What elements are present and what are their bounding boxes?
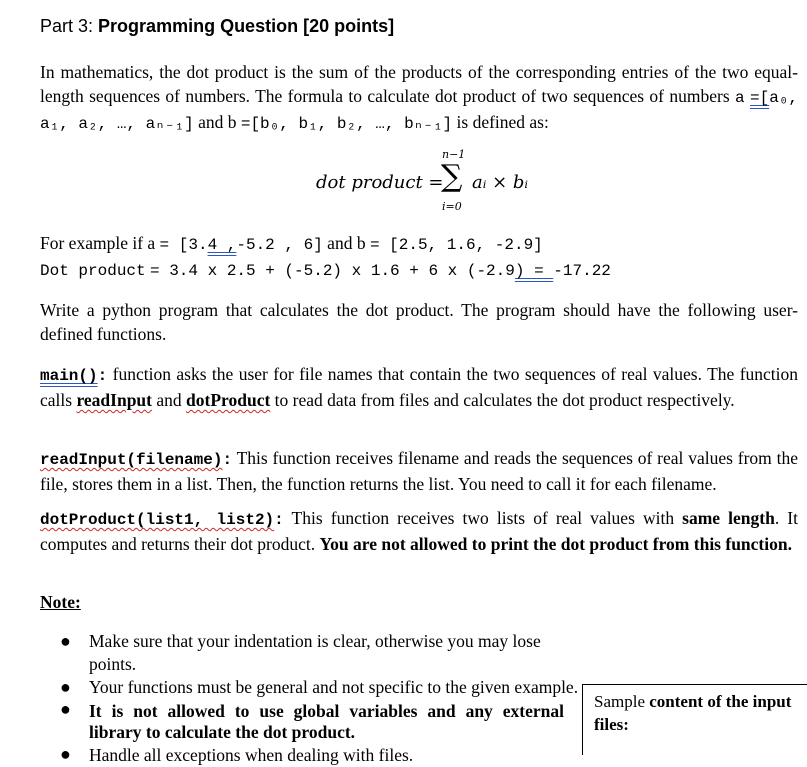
intro-paragraph: [40, 60, 798, 136]
bullet-item: [60, 699, 564, 743]
readinput-function-name: readInput(filename): [40, 451, 223, 469]
dotproduct-colon: :: [274, 511, 284, 529]
bullet-item: [60, 630, 580, 676]
main-function-name: main(): [40, 367, 98, 385]
example-a-values-pre: = [3.: [159, 236, 208, 254]
example-intro: For example if a: [40, 233, 156, 253]
intro-b-seq: =[b₀, b₁, b₂, …, bₙ₋₁]: [240, 115, 453, 133]
formula-body: aᵢ × bᵢ: [472, 172, 529, 193]
heading-title: Programming Question [20 points]: [98, 16, 395, 36]
sample-label-bold: content of the input files:: [594, 692, 792, 734]
main-function-readinput: readInput: [76, 390, 152, 410]
formula-lhs: dot product =: [316, 172, 444, 193]
bullet-item: [60, 676, 580, 699]
main-function-desc: function asks the user for file names that contain the two sequences of real values. The function calls: [40, 364, 799, 410]
bullet-icon: ●: [60, 677, 71, 697]
example-and-b: and b: [327, 233, 366, 253]
note-label: Note:: [40, 592, 81, 612]
intro-eq-bracket: =[: [750, 89, 770, 107]
sigma-icon: ∑: [441, 159, 463, 194]
example-dot-label: Dot product: [40, 262, 146, 280]
example-block: [40, 231, 798, 283]
dotproduct-bold-note: You are not allowed to print the dot product from this function.: [319, 534, 792, 554]
example-b-values: = [2.5, 1.6, -2.9]: [369, 236, 543, 254]
dotproduct-function-name: dotProduct(list1, list2): [40, 511, 275, 529]
main-function-desc-2: to read data from files and calculates the dot product respectively.: [274, 390, 735, 410]
page-heading: [40, 16, 394, 37]
bullet-text: Your functions must be general and not specific to the given example.: [89, 677, 579, 697]
bullet-icon: ●: [60, 744, 71, 764]
example-line-2: [40, 257, 798, 283]
dotproduct-same-length: same length: [682, 508, 775, 528]
main-function-paragraph: [40, 362, 798, 412]
main-function-and: and: [156, 390, 182, 410]
main-function-dotproduct: dotProduct: [186, 390, 271, 410]
note-bullet-list: [60, 630, 580, 767]
intro-and-b: and b: [198, 112, 237, 132]
intro-defined: is defined as:: [456, 112, 549, 132]
readinput-desc: This function receives filename and reads the sequences of real values from the file, stores them in a list. Then, the function returns the list. You need to call it for each filename.: [40, 448, 798, 494]
sample-content-label: [594, 690, 807, 736]
example-a-values-rest: -5.2 , 6]: [236, 236, 323, 254]
dotproduct-paragraph: [40, 506, 798, 556]
intro-a-seq: a₀, a₁, a₂, …, aₙ₋₁]: [40, 89, 799, 133]
intro-text: In mathematics, the dot product is the sum of the products of the corresponding entries of the two equal-length sequences of numbers. The formula to calculate dot product of two sequences of numbers: [40, 62, 798, 106]
bullet-text: Make sure that your indentation is clear, otherwise you may lose points.: [89, 631, 541, 674]
bullet-text: It is not allowed to use global variables and any external library to calculate the dot product.: [89, 701, 564, 742]
example-line-1: [40, 231, 798, 257]
dotproduct-desc: This function receives two lists of real values with: [291, 508, 675, 528]
example-dot-result: -17.22: [553, 262, 611, 280]
example-a-values-four: 4 ,: [207, 236, 237, 254]
heading-part: Part 3:: [40, 16, 94, 36]
formula-lower-limit: i=0: [442, 200, 462, 213]
dot-product-formula: [316, 148, 576, 216]
dotproduct-desc-2: . It computes and returns their dot product.: [40, 508, 798, 554]
bullet-item: [60, 743, 580, 767]
readinput-paragraph: [40, 446, 798, 496]
example-dot-equals: =: [524, 262, 554, 280]
formula-upper-limit: n−1: [442, 148, 466, 161]
readinput-colon: :: [222, 451, 233, 469]
sample-label-pre: Sample: [594, 692, 645, 711]
task-paragraph: Write a python program that calculates the dot product. The program should have the following user-defined functions.: [40, 300, 798, 344]
bullet-icon: ●: [60, 699, 71, 719]
example-dot-paren: ): [514, 262, 525, 280]
bullet-icon: ●: [60, 631, 71, 651]
intro-a-label: a: [735, 89, 745, 107]
bullet-text: Handle all exceptions when dealing with files.: [89, 745, 414, 765]
main-function-colon: :: [97, 367, 108, 385]
example-dot-expression: = 3.4 x 2.5 + (-5.2) x 1.6 + 6 x (-2.9: [150, 262, 515, 280]
